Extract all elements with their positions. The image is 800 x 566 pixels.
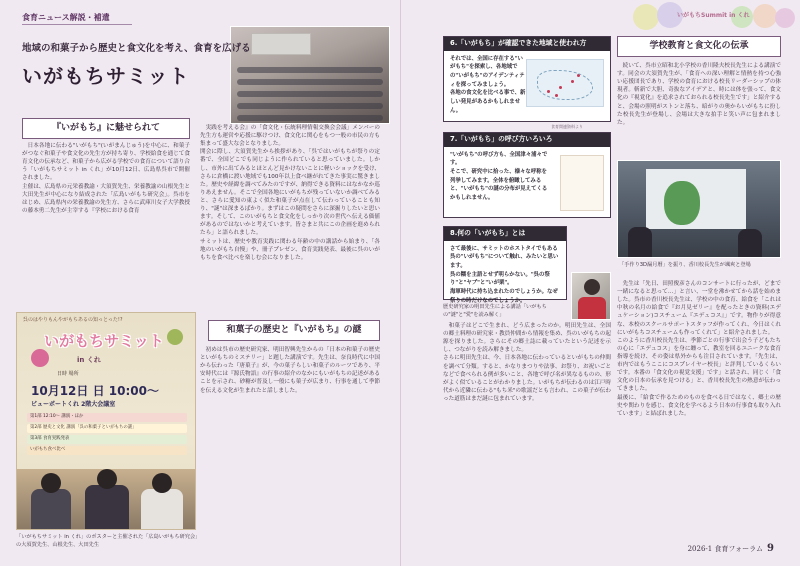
person-head bbox=[152, 473, 172, 493]
panel-heading: 6.「いがもち」が確認できた地域と使われ方 bbox=[444, 37, 610, 51]
audience-row bbox=[237, 115, 383, 121]
poster-title: いがもちサミット bbox=[44, 332, 164, 350]
person-head bbox=[41, 473, 61, 493]
body-paragraph: 先生は「先日、田照俊彦さんのコンサートに行ったが、どまで一緒になると思って…」と言い、一堂を沸かせてから話を始めました。呉市の香川校長先生は、学校の中の食育、給食を「これは中秋の名月の給食で『お月見ゼリー』を配ったときの資料(エデュケーション)コスチューム『エデュコス』」です。物作りが得意な、本校のスクールサポートスタッフが作ってくれ、今日はくれにいがもちコスチュームも作ってくれて」と紹介されました。 このように香川校長先生は、季節ごとの行事で出会う子どもたちの心に「エデュコス」を身に纏って、教室を回るユニークな食育指導を続け、その姿は県外からも注目されています。「先生は、市内ではもうここにコスプレイヤー校長」と評判しているくらいです。本番の「食文化の視覚支援」です」と話され、同じく「食文化の日本の伝承を見つける」と、香川校長先生の熱意が伝わってきました。 最後に、「給食で作るためのものを食べる日ではなく、郷土の歴史や関わりを感じ、食文化を学べるよう日本の行事食も取り入れています」と結ばれました。 bbox=[617, 281, 781, 417]
person bbox=[141, 489, 183, 529]
principal-caption: 「手作り3D漏月暦」を振り、香川校長先生が颯爽と登場 bbox=[619, 262, 751, 268]
running-header: いがもちSummit in くれ bbox=[677, 12, 750, 19]
program-line: いがもち食べ比べ bbox=[27, 446, 187, 455]
poster-date: 10月12日 日 10:00～ bbox=[31, 384, 159, 398]
decorative-circle bbox=[753, 4, 777, 28]
organizers-photo bbox=[17, 469, 195, 529]
person-head bbox=[584, 279, 600, 295]
audience-row bbox=[237, 91, 383, 97]
body-column-2 bbox=[200, 124, 380, 314]
section-heading-1: 『いがもち』に魅せられて bbox=[22, 118, 190, 139]
event-poster bbox=[16, 312, 196, 530]
body-column-3 bbox=[200, 346, 380, 536]
speaker-photo bbox=[571, 272, 611, 320]
panel-source: 食育関連資料より bbox=[551, 124, 583, 129]
person bbox=[31, 489, 71, 529]
speaker-caption: 歴史研究家の明田先生による講話「いがもちの"謎"と"愛"を読み解く」 bbox=[443, 304, 547, 318]
body-paragraph: 日本各地に伝わる"いがもち"(いがまんじゅう)を中心に、和菓子がつなぐ和菓子や食文化の先生方が持ち寄り、学校給食を通じて食育文化の伝承など、和菓子から広がる学校での食育について語り合う「いがもちサミット in くれ」が10月12日、広島県呉市で開催されました。 主催は、広島県の元栄養教諭・大須賀先生、栄養教諭の山根先生と大田先生が中心になり結成された「広島いがもち研究会」。呉市をはじめ、広島県内の栄養教諭の先生方、さらに武庫川女子大学教授の藤本勇二先生が主宰する『学校における食育 bbox=[22, 143, 190, 214]
body-column-4 bbox=[443, 322, 611, 536]
audience-silhouette bbox=[738, 229, 762, 257]
body-column-5 bbox=[617, 62, 781, 158]
program-line: 第1部 12:10～ 講演・ほか bbox=[27, 413, 187, 422]
article-subtitle: 地域の和菓子から歴史と食文化を考え、食育を広げる bbox=[22, 43, 251, 54]
person bbox=[85, 485, 129, 529]
name-list-thumbnail bbox=[560, 155, 604, 211]
map-outline bbox=[537, 70, 593, 100]
decorative-circle bbox=[633, 4, 659, 30]
poster-caption: 「いがもちサミット in くれ」のポスターと主催された「広島いがもち研究会」の大須賀先生、山根先生、大田先生 bbox=[16, 534, 198, 548]
poster-subtitle: in くれ bbox=[77, 356, 101, 364]
body-column-1 bbox=[22, 142, 190, 310]
panel-body: それでは、全国に存在する"いがもち"を探索し、各地域での"いがもち"のアイデンティティを探ってみましょう。 各地の食文化を比べる事で、新しい発見があるかもしれません。 bbox=[450, 55, 526, 114]
corner-tag: 食育ニュース解説・補遺 bbox=[22, 13, 110, 22]
poster-program bbox=[27, 413, 187, 477]
japan-map bbox=[526, 59, 604, 107]
slide-panel-7 bbox=[443, 132, 611, 218]
poster-venue: ビューポートくれ 2階大会議室 bbox=[31, 401, 116, 408]
body-column-6 bbox=[617, 280, 781, 536]
panel-heading: 8.何の「いがもち」とは bbox=[444, 227, 566, 241]
panel-heading: 7.「いがもち」の呼び方いろいろ bbox=[444, 133, 610, 147]
poster-date-label: 日時 場所 bbox=[57, 371, 79, 377]
slide-panel-6 bbox=[443, 36, 611, 122]
panel-body: さて最後に、サミットのホストタイでもある呉の"いがもち"について触れ、みたいと思います。 呉の糯を主語とせず明らかない。"呉の祭り"と"ヤブ"と"いが栗"。 海軍時代に持ち込まれたのでしょうか。なぜ祭りの時だけなのでしょうか。 bbox=[450, 245, 559, 304]
panel-body: "いがもち"の呼び方も、全国津々浦々です。 そこで、研究中に拾った、様々な呼称を列挙してみます。全体を俯瞰してみると、"いがもち"の謎の分布が見えてくるかもしれません。 bbox=[450, 151, 548, 202]
footer-label: 2026-1 食育フォーラム bbox=[687, 544, 764, 553]
page-footer bbox=[688, 542, 774, 557]
article-title: いがもちサミット bbox=[22, 63, 190, 88]
mochi-costume bbox=[664, 181, 700, 225]
person-head bbox=[97, 469, 117, 489]
audience-silhouette bbox=[628, 227, 652, 257]
decorative-circle bbox=[775, 8, 795, 28]
page-number: 9 bbox=[767, 542, 774, 554]
body-paragraph: 初めは呉市の歴史研究家、明田智興先生からの「日本の和菓子の歴史といがもちのミステリー」と題した講演です。先生は、奈良時代に中国から伝わった『唐菓子』が、今の菓子らしい和菓子のルーツであり、平安時代には『源氏物語』の行事の紹介のなかにもいがもちの記述があることを示され、砂糖が普及し一般にも菓子が広まり、行事を通して季節を伝える文化が生まれたと話しました。 bbox=[200, 347, 380, 394]
program-line: 第3部 食育実践発表 bbox=[27, 435, 187, 444]
article-title-block bbox=[22, 42, 292, 91]
program-line: 第2部 歴史と文化 講演「呉の和菓子といがもちの謎」 bbox=[27, 424, 187, 433]
poster-top-text: 呉のはやりもんやがもちあるの知っとった!? bbox=[23, 317, 123, 323]
right-page bbox=[400, 0, 800, 566]
body-paragraph: 和菓子はどこで生まれ、どう広まったのか。明田先生は、全国の郷土料理の研究家・教員仲間から情報を集め、呉のいがもちの起源を探りました。さらにその郷土誌に載っていたという記述を示し、つながりを読み解きました。 さらに明田先生は、今、日本各地に伝わっているといがもちの仲間を調べて分類。すると、かなりまつりや法事、お祭り、お祝いごとなどで食べられる例が多いこと、各地で呼び名が異なるものの、形がよく似ていることがわかりました。いがもちが伝わるのは江戸時代から近隣に伝わる"もち米"の歌謡だとも言われ、この菓子が伝わった道筋はまだ謎に包まれています。 bbox=[443, 323, 611, 402]
audience-row bbox=[237, 103, 383, 109]
speaker-body bbox=[578, 297, 606, 319]
divider bbox=[22, 24, 132, 25]
section-heading-2: 和菓子の歴史と『いがもち』の謎 bbox=[208, 320, 380, 341]
body-paragraph: 実践を考える会』の「食文化・伝統料理情報交換会会議」メンバーの先生方も運営や応援に駆けつけ、食文化に関心をもつ一般の市民の方も集まって盛大な会となりました。 開会に際し、大須賀先生から挨拶があり、「呉ではいがもちが祭りの定番で、全国どこでも同じように作られていると思っていました。しかし、市外に出てみるとほとんど見かけないことに軽いショックを受け、さらに倉橋に渡い地域でも100年以上食べ継がれてきた事実に驚きました。歴史や経緯を調べてみたのですが、納得できる資料にはなかなか巡りあえません。そこで全国各地にいがもちが残っていないか調べてみると、さらに愛知の東よく似た和菓子が点在して伝わっていることも知り、"謎"は深まるばかり。まずはこの疑問をさらに深掘りしたいと思います。そして、このいがもちと食文化をしっかり次の世代へ伝える価値があるのではないかと考えています。皆さまと共にこの企画を進められたら」と語られました。 サミットは、歴史や教育実践に関わる年齢の中の講話から始まり、「各地のいがもち自慢」や、冊子プレゼン、食育実践発表、最後に呉のいがもちを食べ比べを楽しむ会になりました。 bbox=[200, 125, 380, 261]
body-paragraph: 続いて、呉市立昭和北小学校の香川隆夫校長先生による講演です。同会の大須賀先生が、「食育への深い理解と情熱を持つ心強い応援団長であり、学校の食育における校長リーダーシップの体現者。斬新で大胆、奇抜なアイデアと、時には体を張って、食文化の『視覚化』を追求されておられる校長先生です」と紹介すると、会場の照明がストンと落ち、暗がりの奥からいがもちに扮した校長先生が登場し、会場は大きな拍手と笑い声に包まれました。 bbox=[617, 63, 781, 126]
section-heading-3: 学校教育と食文化の伝承 bbox=[617, 36, 781, 57]
principal-photo bbox=[617, 160, 781, 258]
slide-panel-8 bbox=[443, 226, 567, 304]
